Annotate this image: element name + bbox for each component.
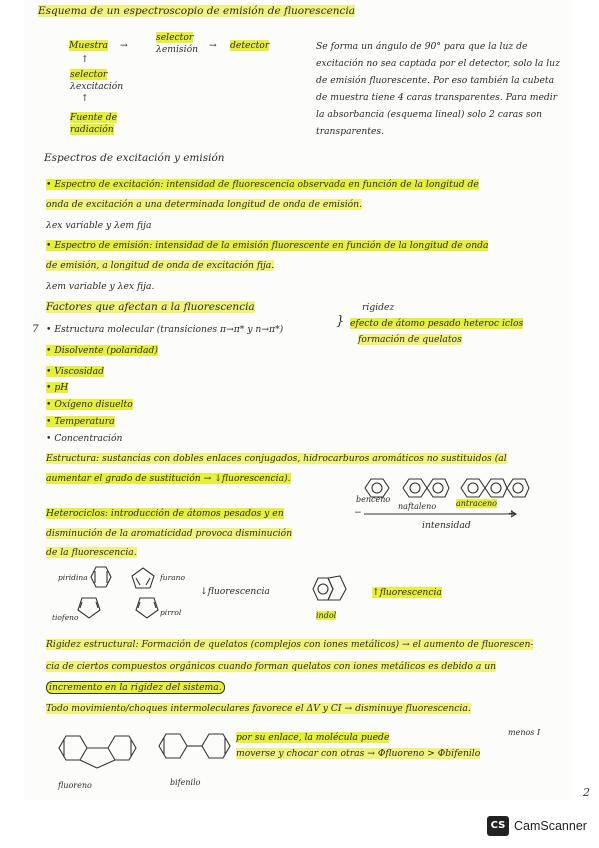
margin-mark: 7 bbox=[32, 323, 39, 335]
diagram-muestra: Muestra bbox=[69, 40, 109, 51]
estructura-line-2: aumentar el grado de sustitución → ↓fluorescencia). bbox=[46, 473, 291, 484]
bifenilo-structure bbox=[158, 730, 238, 764]
diagram-detector: detector bbox=[230, 40, 270, 51]
diagram-lambda-excitacion: λexcitación bbox=[70, 81, 124, 92]
heterociclos-line-3: de la fluorescencia. bbox=[46, 547, 137, 558]
brace-note-3: formación de quelatos bbox=[358, 334, 462, 345]
excitation-line-1: • Espectro de excitación: intensidad de fluorescencia observada en función de la longitud de bbox=[46, 179, 479, 190]
excitation-line-3: λex variable y λem fija bbox=[46, 220, 152, 231]
rigidez-line-3: incremento en la rigidez del sistema. bbox=[46, 682, 225, 693]
label-indol: indol bbox=[316, 611, 337, 620]
rigidez-note-1: por su enlace, la molécula puede bbox=[236, 732, 390, 743]
label-bifenilo: bifenilo bbox=[170, 778, 201, 787]
label-benceno: benceno bbox=[356, 495, 391, 504]
fluoreno-structure bbox=[58, 730, 144, 774]
label-furano: furano bbox=[160, 573, 186, 582]
down-fluorescence-note: ↓fluorescencia bbox=[200, 586, 270, 597]
section-heading-factores: Factores que afectan a la fluorescencia bbox=[46, 301, 255, 313]
tiofeno-structure bbox=[76, 596, 102, 620]
naftaleno-structure bbox=[402, 478, 450, 498]
estructura-line-1: Estructura: sustancias con dobles enlaces conjugados, hidrocarburos aromáticos no sustituidos (al bbox=[46, 453, 507, 464]
rigidez-line-4: Todo movimiento/choques intermoleculares favorece el ΔV y CI → disminuye fluorescencia. bbox=[46, 703, 471, 714]
brace-note-2: efecto de átomo pesado heteroc iclos bbox=[350, 318, 524, 329]
factor-item: • pH bbox=[46, 382, 69, 393]
axis-plus: + bbox=[508, 508, 516, 519]
brace-icon: } bbox=[336, 314, 345, 329]
piridina-structure bbox=[90, 566, 112, 588]
pirrol-structure bbox=[134, 596, 160, 620]
camscanner-text: CamScanner bbox=[514, 819, 587, 833]
factor-item: • Oxígeno disuelto bbox=[46, 399, 133, 410]
axis-label-intensidad: intensidad bbox=[422, 520, 471, 531]
arrow-icon: → bbox=[120, 40, 128, 51]
arrow-up-icon: ↑ bbox=[81, 54, 89, 65]
rigidez-line-2: cia de ciertos compuestos orgánicos cuando forman quelatos con iones metálicos es debido a un bbox=[46, 661, 497, 672]
factor-item: • Concentración bbox=[46, 433, 123, 444]
notebook-page bbox=[24, 0, 590, 800]
emission-line-3: λem variable y λex fija. bbox=[46, 281, 155, 292]
heterociclos-line-1: Heterociclos: introducción de átomos pesados y en bbox=[46, 508, 284, 519]
brace-note-1: rigidez bbox=[362, 302, 395, 313]
factor-item: • Disolvente (polaridad) bbox=[46, 345, 158, 356]
factor-item: • Viscosidad bbox=[46, 366, 105, 377]
diagram-fuente: Fuente de bbox=[70, 112, 118, 123]
factor-item: • Temperatura bbox=[46, 416, 115, 427]
menos-note: menos I bbox=[508, 728, 541, 737]
indol-structure bbox=[312, 574, 352, 604]
camscanner-watermark bbox=[487, 816, 587, 836]
arrow-up-icon: ↑ bbox=[81, 93, 89, 104]
diagram-radiacion: radiación bbox=[70, 124, 114, 135]
camscanner-logo-icon: CS bbox=[487, 816, 509, 836]
label-pirrol: pirrol bbox=[160, 608, 182, 617]
diagram-selector-left: selector bbox=[70, 69, 108, 80]
label-naftaleno: naftaleno bbox=[398, 502, 437, 511]
factor-item: • Estructura molecular (transiciones π→π* y n→π*) bbox=[46, 324, 284, 335]
page-title: Esquema de un espectroscopio de emisión de fluorescencia bbox=[38, 5, 356, 17]
label-tiofeno: tiofeno bbox=[52, 613, 79, 622]
side-note: Se forma un ángulo de 90° para que la luz de excitación no sea captada por el detector, solo la luz de emisión fluorescente. Por eso también la cubeta de muestra tiene 4 caras transparentes. Para medir la absorbancia (esquema lineal) solo 2 caras son transparentes. bbox=[316, 41, 560, 137]
page-number: 2 bbox=[583, 786, 590, 799]
label-fluoreno: fluoreno bbox=[58, 781, 92, 790]
rigidez-note-2: moverse y chocar con otras → Φfluoreno > Φbifenilo bbox=[236, 748, 481, 759]
section-heading-espectros: Espectros de excitación y emisión bbox=[44, 152, 225, 164]
heterociclos-line-2: disminución de la aromaticidad provoca disminución bbox=[46, 528, 293, 539]
furano-structure bbox=[130, 566, 156, 590]
axis-minus: − bbox=[354, 507, 362, 518]
diagram-lambda-emision: λemisión bbox=[156, 44, 199, 55]
emission-line-2: de emisión, a longitud de onda de excitación fija. bbox=[46, 260, 275, 271]
label-piridina: piridina bbox=[58, 573, 88, 582]
intensity-axis-arrow bbox=[364, 510, 524, 518]
arrow-icon: → bbox=[209, 40, 217, 51]
diagram-selector-top: selector bbox=[156, 32, 194, 43]
rigidez-line-1: Rigidez estructural: Formación de quelatos (complejos con iones metálicos) → el aumento de fluorescen- bbox=[46, 639, 534, 650]
antraceno-structure bbox=[460, 478, 530, 498]
emission-line-1: • Espectro de emisión: intensidad de la emisión fluorescente en función de la longitud de onda bbox=[46, 240, 489, 251]
excitation-line-2: onda de excitación a una determinada longitud de onda de emisión. bbox=[46, 199, 363, 210]
up-fluorescence-note: ↑fluorescencia bbox=[372, 587, 442, 598]
label-antraceno: antraceno bbox=[456, 499, 497, 508]
